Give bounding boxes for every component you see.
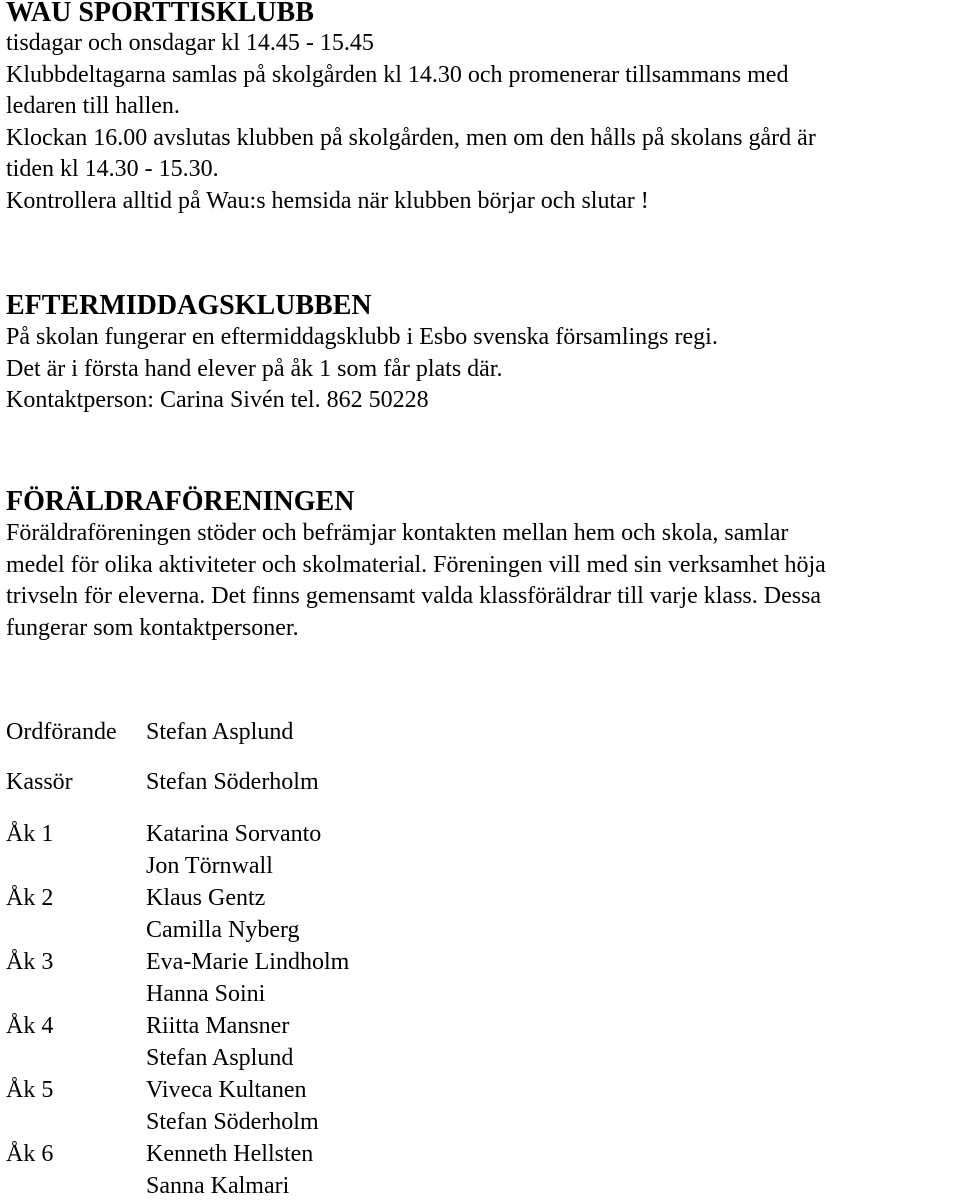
section-foraldraforeningen [6, 486, 956, 644]
foraldra-line: trivseln för eleverna. Det finns gemensamt valda klassföräldrar till varje klass. Dessa [6, 583, 822, 609]
wau-line: tiden kl 14.30 - 15.30. [6, 156, 219, 182]
role-label: Åk 6 [6, 1141, 54, 1167]
wau-line: Klockan 16.00 avslutas klubben på skolgården, men om den hålls på skolans gård är [6, 124, 816, 151]
role-name: Eva-Marie Lindholm [146, 949, 350, 975]
role-name: Katarina Sorvanto [146, 821, 322, 847]
wau-line: Kontrollera alltid på Wau:s hemsida när klubben börjar och slutar ! [6, 187, 649, 214]
role-name: Jon Törnwall [146, 853, 273, 879]
foraldra-line: Föräldraföreningen stöder och befrämjar kontakten mellan hem och skola, samlar [6, 520, 789, 546]
wau-line: ledaren till hallen. [6, 93, 180, 119]
wau-line: Klubbdeltagarna samlas på skolgården kl 14.30 och promenerar tillsammans med [6, 61, 789, 88]
role-name: Sanna Kalmari [146, 1173, 290, 1199]
eftermiddag-line: På skolan fungerar en eftermiddagsklubb i Esbo svenska församlings regi. [6, 324, 718, 350]
role-name: Stefan Söderholm [146, 769, 319, 795]
wau-heading: WAU SPORTTISKLUBB [6, 0, 314, 28]
role-name: Stefan Asplund [146, 719, 294, 745]
role-name: Camilla Nyberg [146, 917, 300, 943]
role-name: Riitta Mansner [146, 1013, 290, 1039]
role-label: Åk 4 [6, 1013, 54, 1039]
eftermiddag-heading: EFTERMIDDAGSKLUBBEN [6, 290, 372, 321]
role-name: Viveca Kultanen [146, 1077, 307, 1103]
role-label: Åk 1 [6, 821, 54, 847]
eftermiddag-line: Det är i första hand elever på åk 1 som får plats där. [6, 355, 503, 382]
role-label: Åk 2 [6, 885, 54, 911]
role-label: Åk 5 [6, 1077, 54, 1103]
role-name: Stefan Söderholm [146, 1109, 319, 1135]
role-label: Kassör [6, 769, 73, 795]
role-label: Åk 3 [6, 949, 54, 975]
wau-line: tisdagar och onsdagar kl 14.45 - 15.45 [6, 30, 374, 56]
role-name: Stefan Asplund [146, 1045, 294, 1071]
foraldra-heading: FÖRÄLDRAFÖRENINGEN [6, 486, 355, 517]
role-name: Hanna Soini [146, 981, 266, 1007]
role-label: Ordförande [6, 719, 117, 745]
foraldra-line: fungerar som kontaktpersoner. [6, 614, 299, 641]
section-wau-sportklubb [6, 0, 956, 217]
section-eftermiddagsklubben [6, 290, 956, 417]
eftermiddag-line: Kontaktperson: Carina Sivén tel. 862 50228 [6, 387, 429, 413]
role-name: Kenneth Hellsten [146, 1141, 314, 1167]
role-name: Klaus Gentz [146, 885, 266, 911]
foraldra-line: medel för olika aktiviteter och skolmaterial. Föreningen vill med sin verksamhet höja [6, 551, 826, 578]
